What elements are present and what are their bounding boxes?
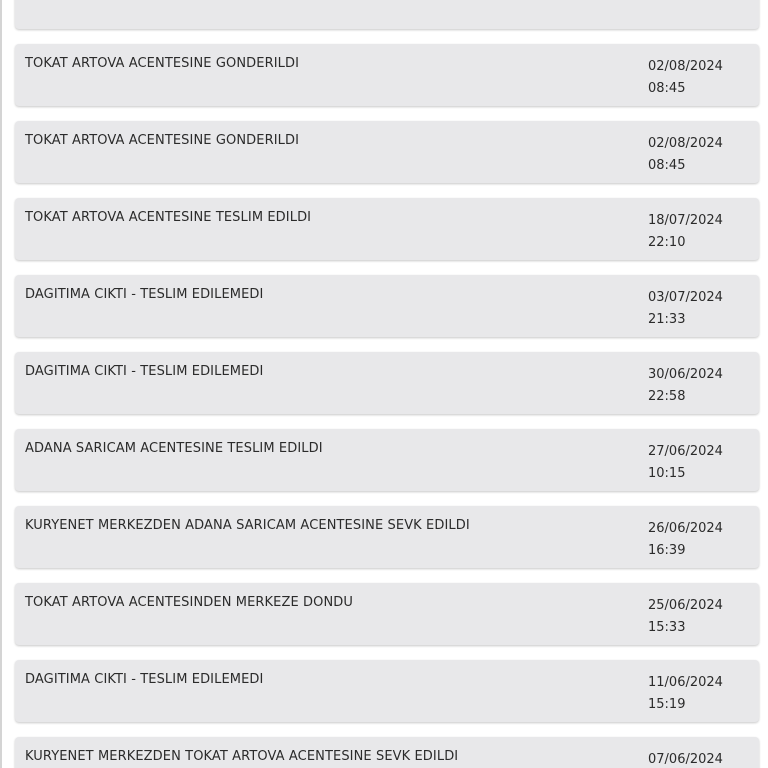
event-datetime (648, 287, 723, 331)
event-time: 22:10 (648, 235, 686, 250)
event-time: 08:45 (648, 158, 686, 173)
tracking-event-card (15, 429, 759, 491)
event-time (648, 0, 685, 1)
event-datetime (648, 133, 723, 177)
event-status: KURYENET MERKEZDEN TOKAT ARTOVA ACENTESINE SEVK EDILDI (25, 749, 459, 764)
event-date: 11/06/2024 (648, 675, 723, 690)
event-date: 26/06/2024 (648, 521, 723, 536)
tracking-history-list (15, 0, 759, 768)
tracking-event-card (15, 583, 759, 645)
event-date: 02/08/2024 (648, 59, 723, 74)
event-datetime (648, 595, 723, 639)
tracking-event-card (15, 275, 759, 337)
event-time: 10:15 (648, 466, 686, 481)
event-date: 25/06/2024 (648, 598, 723, 613)
event-time: 08:45 (648, 81, 686, 96)
tracking-event-card (15, 737, 759, 768)
event-status: DAGITIMA CIKTI - TESLIM EDILEMEDI (25, 364, 264, 379)
event-time: 22:58 (648, 389, 686, 404)
event-date: 18/07/2024 (648, 213, 723, 228)
event-status: TOKAT ARTOVA ACENTESINE GONDERILDI (25, 56, 300, 71)
event-status: DAGITIMA CIKTI - TESLIM EDILEMEDI (25, 287, 264, 302)
tracking-event-card (15, 660, 759, 722)
event-status: TOKAT ARTOVA ACENTESINDEN MERKEZE DONDU (25, 595, 354, 610)
event-status: TOKAT ARTOVA ACENTESINE TESLIM EDILDI (25, 210, 312, 225)
event-datetime (648, 56, 723, 100)
page-left-border (0, 0, 2, 768)
event-date: 07/06/2024 (648, 752, 723, 767)
event-datetime (648, 210, 723, 254)
event-datetime (648, 672, 723, 716)
event-time: 15:19 (648, 697, 686, 712)
event-status: TOKAT ARTOVA ACENTESINE GONDERILDI (25, 133, 300, 148)
event-date: 30/06/2024 (648, 367, 723, 382)
event-time: 15:33 (648, 620, 686, 635)
event-datetime (648, 0, 685, 1)
tracking-event-card (15, 352, 759, 414)
event-time: 16:39 (648, 543, 686, 558)
tracking-event-card (15, 506, 759, 568)
event-datetime (648, 441, 723, 485)
event-status: DAGITIMA CIKTI - TESLIM EDILEMEDI (25, 672, 264, 687)
event-datetime (648, 749, 723, 768)
tracking-event-card (15, 0, 759, 29)
tracking-event-card (15, 198, 759, 260)
event-status: ADANA SARICAM ACENTESINE TESLIM EDILDI (25, 441, 323, 456)
event-datetime (648, 518, 723, 562)
event-status: KURYENET MERKEZDEN ADANA SARICAM ACENTESINE SEVK EDILDI (25, 518, 470, 533)
event-datetime (648, 364, 723, 408)
event-date: 02/08/2024 (648, 136, 723, 151)
tracking-event-card (15, 121, 759, 183)
event-time: 21:33 (648, 312, 686, 327)
tracking-event-card (15, 44, 759, 106)
event-date: 03/07/2024 (648, 290, 723, 305)
event-date: 27/06/2024 (648, 444, 723, 459)
